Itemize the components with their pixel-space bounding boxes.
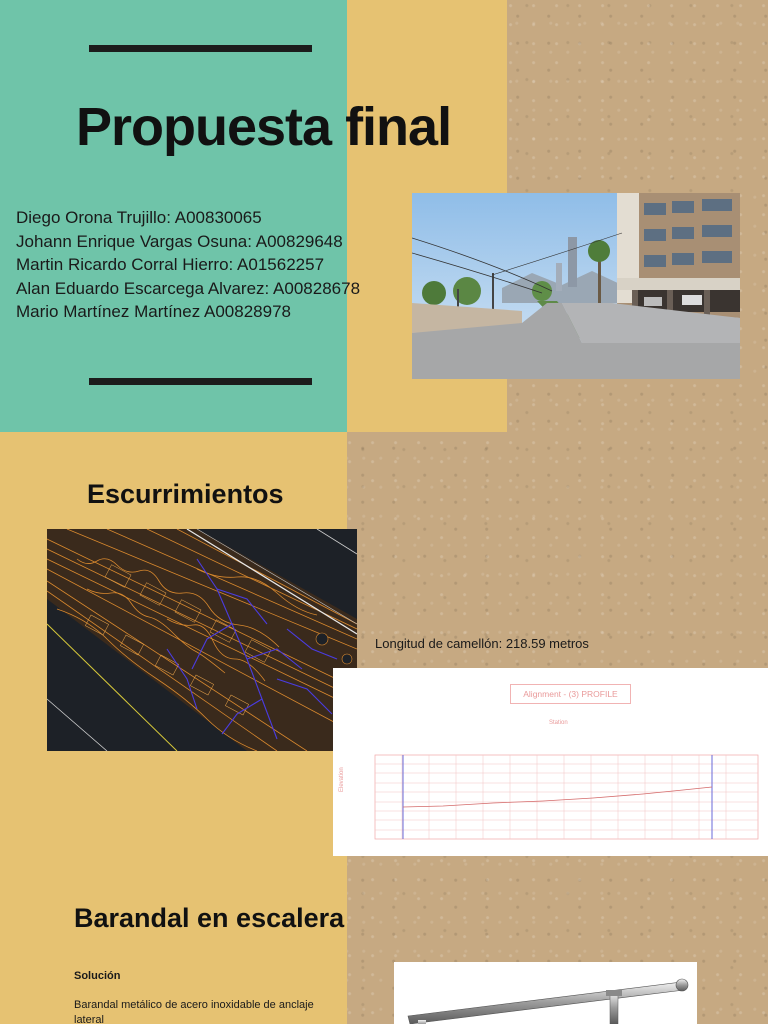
street-photo [412, 193, 740, 379]
railing-illustration [394, 962, 697, 1024]
list-item: Johann Enrique Vargas Osuna: A00829648 [16, 231, 343, 251]
top-divider [89, 45, 312, 52]
profile-station-label: Station [549, 720, 568, 726]
railing-photo [394, 962, 697, 1024]
bottom-divider [89, 378, 312, 385]
cad-map-illustration [47, 529, 357, 751]
profile-grid [333, 668, 768, 856]
list-item: Alan Eduardo Escarcega Alvarez: A00828678 [16, 278, 361, 298]
street-photo-illustration [412, 193, 740, 379]
list-item: Mario Martínez Martínez A00828978 [16, 302, 291, 321]
cad-drainage-map [47, 529, 357, 751]
page-title: Propuesta final [76, 97, 452, 157]
solution-label: Solución [74, 970, 121, 982]
section-title: Escurrimientos [87, 479, 284, 509]
median-length-caption: Longitud de camellón: 218.59 metros [375, 636, 589, 651]
profile-elevation-label: Elevation [339, 767, 345, 792]
list-item: Diego Orona Trujillo: A00830065 [16, 208, 262, 227]
team-members-list [16, 206, 406, 324]
profile-title: Alignment - (3) PROFILE [510, 684, 631, 704]
profile-chart [333, 668, 768, 856]
list-item: Martin Ricardo Corral Hierro: A01562257 [16, 255, 325, 274]
solution-description: Barandal metálico de acero inoxidable de anclaje lateral [74, 999, 314, 1024]
section-title: Barandal en escalera [74, 903, 345, 933]
